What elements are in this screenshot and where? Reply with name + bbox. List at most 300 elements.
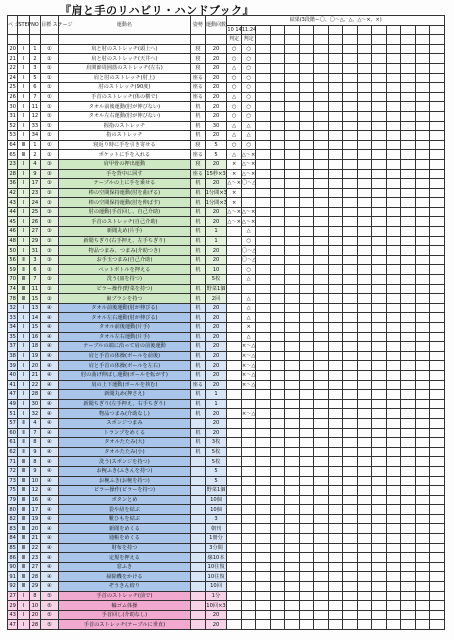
row-empty-cell	[314, 159, 328, 169]
row-empty-cell	[285, 131, 299, 141]
row-empty-cell	[372, 390, 386, 400]
table-row	[8, 294, 445, 304]
row-empty-cell	[430, 505, 445, 515]
row-empty-cell	[299, 92, 313, 102]
row-posture: 机	[191, 313, 205, 323]
row-posture: 机	[191, 198, 205, 208]
row-empty-cell	[372, 102, 386, 112]
row-target: ③	[41, 207, 59, 217]
row-empty-cell	[386, 572, 400, 582]
row-empty-cell	[372, 486, 386, 496]
row-empty-cell	[285, 323, 299, 333]
row-target: ④	[41, 399, 59, 409]
row-empty-cell	[357, 169, 371, 179]
row-empty-cell	[328, 294, 342, 304]
row-empty-cell	[285, 255, 299, 265]
row-empty-cell	[357, 265, 371, 275]
row-posture: 寝	[191, 44, 205, 54]
row-empty-cell	[256, 217, 270, 227]
row-target: ③	[41, 255, 59, 265]
row-empty-cell	[256, 63, 270, 73]
row-result-1: △	[227, 131, 241, 141]
row-result-2: △〜×	[241, 209, 256, 216]
row-empty-cell	[328, 303, 342, 313]
row-posture	[191, 275, 205, 285]
row-stage: Ⅲ	[18, 284, 29, 294]
row-posture: 座る	[191, 92, 205, 102]
row-empty-cell	[357, 313, 371, 323]
row-empty-cell	[357, 399, 371, 409]
table-row	[8, 121, 445, 131]
row-empty-cell	[386, 466, 400, 476]
row-empty-cell	[299, 63, 313, 73]
row-empty-cell	[299, 428, 313, 438]
row-stage: Ⅰ	[18, 227, 29, 237]
row-result-1	[227, 332, 241, 342]
row-empty-cell	[314, 610, 328, 620]
row-page: 41	[9, 381, 16, 388]
row-empty-cell	[256, 409, 270, 419]
row-empty-cell	[357, 121, 371, 131]
row-empty-cell	[372, 342, 386, 352]
row-result-2: △〜×	[241, 218, 256, 225]
row-no: 22	[29, 380, 40, 390]
row-target: ③	[41, 188, 59, 198]
row-empty-cell	[415, 188, 429, 198]
row-empty-cell	[270, 399, 284, 409]
table-row	[8, 198, 445, 208]
row-target: ④	[41, 313, 59, 323]
header-date-2: 11.24	[241, 26, 257, 33]
row-empty-cell	[285, 562, 299, 572]
row-empty-cell	[415, 457, 429, 467]
row-empty-cell	[285, 447, 299, 457]
row-empty-cell	[285, 543, 299, 553]
row-empty-cell	[372, 409, 386, 419]
row-empty-cell	[270, 303, 284, 313]
row-empty-cell	[415, 159, 429, 169]
row-empty-cell	[314, 380, 328, 390]
row-empty-cell	[314, 438, 328, 448]
row-name: 肘の運動(手首回し、自己介助)	[58, 207, 190, 217]
row-empty-cell	[343, 121, 357, 131]
row-empty-cell	[328, 92, 342, 102]
row-empty-cell	[386, 534, 400, 544]
row-empty-cell	[415, 140, 429, 150]
row-no: 9	[29, 466, 40, 476]
row-empty-cell	[430, 63, 445, 73]
row-empty-cell	[299, 495, 313, 505]
row-empty-cell	[386, 447, 400, 457]
row-empty-cell	[415, 198, 429, 208]
row-empty-cell	[256, 351, 270, 361]
row-empty-cell	[401, 54, 415, 64]
row-name: 肩と肘のストレッチ(頭上へ)	[58, 44, 190, 54]
row-empty-cell	[386, 610, 400, 620]
table-row	[8, 255, 445, 265]
row-posture: 机	[191, 179, 205, 189]
row-page: 56	[9, 257, 16, 264]
row-empty-cell	[430, 342, 445, 352]
row-empty-cell	[314, 150, 328, 160]
row-empty-cell	[285, 140, 299, 150]
row-target: ④	[41, 553, 59, 563]
row-empty-cell	[299, 255, 313, 265]
row-empty-cell	[314, 92, 328, 102]
row-count: 15秒×3	[206, 170, 226, 177]
row-empty-cell	[314, 620, 328, 630]
row-empty-cell	[386, 188, 400, 198]
row-empty-cell	[343, 418, 357, 428]
row-name: 手首回し(介助なし)	[58, 610, 190, 620]
row-page: 43	[9, 199, 16, 206]
row-name: 輪ゴム体操	[58, 601, 190, 611]
row-page: 47	[9, 621, 16, 628]
row-result-1: △〜×	[227, 180, 241, 187]
header-stage: STEP	[18, 16, 29, 35]
row-empty-cell	[430, 73, 445, 83]
row-empty-cell	[357, 351, 371, 361]
row-empty-cell	[299, 217, 313, 227]
row-stage: Ⅱ	[18, 428, 29, 438]
row-empty-cell	[328, 610, 342, 620]
row-count: 線10本	[205, 553, 227, 563]
row-empty-cell	[328, 418, 342, 428]
row-empty-cell	[430, 562, 445, 572]
row-no: 33	[29, 121, 40, 131]
row-empty-cell	[328, 54, 342, 64]
row-empty-cell	[343, 284, 357, 294]
row-empty-cell	[372, 601, 386, 611]
row-empty-cell	[386, 524, 400, 534]
row-count: 20	[205, 428, 227, 438]
row-empty-cell	[343, 438, 357, 448]
row-page: 57	[9, 420, 16, 427]
table-row	[8, 332, 445, 342]
row-page: 35	[9, 333, 16, 340]
row-empty-cell	[386, 275, 400, 285]
row-empty-cell	[401, 217, 415, 227]
row-empty-cell	[343, 486, 357, 496]
row-posture: 机	[191, 370, 205, 380]
row-empty-cell	[372, 198, 386, 208]
row-empty-cell	[299, 505, 313, 515]
row-empty-cell	[299, 169, 313, 179]
row-empty-cell	[285, 505, 299, 515]
row-result-1	[227, 342, 241, 352]
row-empty-cell	[256, 543, 270, 553]
row-target: ①	[41, 111, 59, 121]
row-count: 20	[205, 620, 227, 630]
row-empty-cell	[343, 294, 357, 304]
row-empty-cell	[328, 102, 342, 112]
row-empty-cell	[372, 121, 386, 131]
row-empty-cell	[430, 447, 445, 457]
row-empty-cell	[386, 63, 400, 73]
row-result-2	[241, 514, 255, 524]
row-name: 手首のストレッチ(テーブルに垂直)	[58, 620, 190, 630]
row-empty-cell	[372, 227, 386, 237]
row-empty-cell	[285, 150, 299, 160]
row-empty-cell	[386, 438, 400, 448]
table-row	[8, 323, 445, 333]
row-empty-cell	[314, 323, 328, 333]
row-empty-cell	[285, 73, 299, 83]
row-result-1: △	[227, 63, 241, 73]
row-stage: Ⅰ	[18, 601, 29, 611]
row-empty-cell	[314, 332, 328, 342]
row-empty-cell	[314, 179, 328, 189]
row-result-1	[227, 399, 241, 409]
row-empty-cell	[415, 447, 429, 457]
row-result-1: ×	[227, 159, 241, 169]
row-empty-cell	[299, 265, 313, 275]
row-empty-cell	[299, 188, 313, 198]
row-posture: 机	[191, 351, 205, 361]
row-count: 20	[205, 111, 227, 121]
row-empty-cell	[270, 370, 284, 380]
row-empty-cell	[372, 246, 386, 256]
row-name: タオル前後運動(片手)	[58, 323, 190, 333]
row-empty-cell	[357, 582, 371, 592]
table-row	[8, 179, 445, 189]
row-page: 26	[9, 94, 16, 101]
row-posture: 机	[191, 447, 205, 457]
row-empty-cell	[285, 332, 299, 342]
row-result-2: 〇〜△	[241, 247, 257, 254]
row-stage: Ⅰ	[18, 313, 29, 323]
row-empty-cell	[415, 418, 429, 428]
row-empty-cell	[285, 534, 299, 544]
row-posture: 座る	[191, 380, 205, 390]
row-empty-cell	[314, 572, 328, 582]
row-empty-cell	[415, 534, 429, 544]
row-page: 53	[9, 132, 16, 139]
row-result-2	[241, 543, 255, 553]
row-empty-cell	[256, 131, 270, 141]
row-empty-cell	[314, 131, 328, 141]
row-count: 20	[205, 342, 227, 352]
row-name: 洗う(スポンジを持つ)	[58, 457, 190, 467]
table-row	[8, 73, 445, 83]
row-empty-cell	[299, 601, 313, 611]
row-posture: 机	[191, 399, 205, 409]
row-result-1	[227, 572, 241, 582]
row-empty-cell	[415, 524, 429, 534]
row-target: ④	[41, 409, 59, 419]
row-result-1	[227, 284, 241, 294]
row-empty-cell	[299, 102, 313, 112]
row-empty-cell	[401, 169, 415, 179]
row-count: 10往復	[205, 572, 227, 582]
row-empty-cell	[343, 140, 357, 150]
row-empty-cell	[256, 582, 270, 592]
row-empty-cell	[401, 447, 415, 457]
table-row	[8, 591, 445, 601]
row-stage: Ⅰ	[18, 102, 29, 112]
row-target: ③	[41, 198, 59, 208]
row-stage: Ⅲ	[18, 140, 29, 150]
row-empty-cell	[415, 428, 429, 438]
row-posture: 机	[191, 131, 205, 141]
row-no: 6	[29, 265, 40, 275]
row-empty-cell	[372, 131, 386, 141]
table-row	[8, 438, 445, 448]
row-empty-cell	[314, 495, 328, 505]
row-empty-cell	[343, 553, 357, 563]
row-target: ③	[41, 294, 59, 304]
row-name: ぞうきん絞り	[58, 582, 190, 592]
row-no: 21	[29, 370, 40, 380]
row-empty-cell	[372, 73, 386, 83]
row-count: 1	[205, 399, 227, 409]
row-name: 指のストレッチ	[58, 131, 190, 141]
row-result-2	[241, 390, 255, 400]
row-result-2	[241, 457, 255, 467]
row-empty-cell	[430, 188, 445, 198]
row-empty-cell	[372, 610, 386, 620]
row-empty-cell	[386, 399, 400, 409]
row-empty-cell	[430, 495, 445, 505]
row-empty-cell	[386, 198, 400, 208]
table-row	[8, 102, 445, 112]
row-empty-cell	[372, 351, 386, 361]
row-empty-cell	[285, 495, 299, 505]
row-empty-cell	[415, 543, 429, 553]
row-empty-cell	[256, 159, 270, 169]
row-count: 1分間×3	[205, 189, 227, 196]
row-empty-cell	[314, 227, 328, 237]
row-name: 物品つまみ(介助なし)	[58, 409, 190, 419]
row-empty-cell	[299, 447, 313, 457]
row-empty-cell	[415, 54, 429, 64]
row-empty-cell	[372, 457, 386, 467]
row-empty-cell	[386, 255, 400, 265]
row-target: ④	[41, 582, 59, 592]
row-empty-cell	[314, 217, 328, 227]
row-empty-cell	[285, 188, 299, 198]
row-empty-cell	[372, 54, 386, 64]
row-page: 73	[9, 477, 16, 484]
row-result-2	[241, 495, 255, 505]
row-empty-cell	[415, 323, 429, 333]
row-result-1	[227, 457, 241, 467]
row-empty-cell	[328, 447, 342, 457]
row-empty-cell	[386, 620, 400, 630]
row-empty-cell	[401, 275, 415, 285]
row-empty-cell	[401, 399, 415, 409]
row-empty-cell	[270, 466, 284, 476]
row-empty-cell	[328, 44, 342, 54]
row-stage: Ⅲ	[18, 486, 29, 496]
row-empty-cell	[372, 332, 386, 342]
row-result-1	[227, 428, 241, 438]
row-empty-cell	[430, 466, 445, 476]
row-empty-cell	[386, 553, 400, 563]
row-result-2: ○	[241, 73, 255, 83]
table-row	[8, 610, 445, 620]
row-empty-cell	[415, 505, 429, 515]
row-result-1: △	[227, 150, 241, 160]
row-empty-cell	[299, 73, 313, 83]
row-empty-cell	[328, 227, 342, 237]
row-empty-cell	[256, 140, 270, 150]
row-empty-cell	[328, 323, 342, 333]
row-empty-cell	[314, 102, 328, 112]
row-empty-cell	[430, 428, 445, 438]
row-stage: Ⅰ	[18, 342, 29, 352]
row-stage: Ⅱ	[18, 255, 29, 265]
row-empty-cell	[357, 188, 371, 198]
row-empty-cell	[256, 294, 270, 304]
row-target: ①	[41, 131, 59, 141]
row-stage: Ⅰ	[18, 73, 29, 83]
row-no: 31	[29, 246, 40, 256]
table-row	[8, 159, 445, 169]
row-page: 62	[9, 449, 16, 456]
row-name: 靴ひもを結ぶ	[58, 514, 190, 524]
row-page: 86	[9, 554, 16, 561]
row-empty-cell	[314, 476, 328, 486]
row-empty-cell	[314, 534, 328, 544]
row-empty-cell	[328, 140, 342, 150]
row-count: 20	[205, 323, 227, 333]
row-count: 20	[205, 380, 227, 390]
row-result-2: ○	[241, 265, 255, 275]
row-empty-cell	[285, 159, 299, 169]
row-empty-cell	[430, 102, 445, 112]
row-empty-cell	[328, 524, 342, 534]
row-empty-cell	[285, 466, 299, 476]
row-no: 19	[29, 514, 40, 524]
row-empty-cell	[299, 131, 313, 141]
row-result-2: △〜×	[241, 161, 256, 168]
row-page: 49	[9, 401, 16, 408]
row-empty-cell	[386, 179, 400, 189]
row-empty-cell	[285, 102, 299, 112]
row-posture: 机	[191, 246, 205, 256]
row-empty-cell	[343, 159, 357, 169]
row-empty-cell	[430, 169, 445, 179]
row-empty-cell	[343, 543, 357, 553]
row-result-1	[227, 486, 241, 496]
row-no: 24	[29, 198, 40, 208]
row-count: 20	[205, 54, 227, 64]
row-name: お椀ふき(ふきんを持つ)	[58, 466, 190, 476]
row-empty-cell	[270, 159, 284, 169]
row-empty-cell	[357, 534, 371, 544]
row-page: 22	[9, 65, 16, 72]
row-empty-cell	[357, 131, 371, 141]
row-empty-cell	[386, 150, 400, 160]
row-posture: 机	[191, 207, 205, 217]
row-empty-cell	[328, 83, 342, 93]
row-stage: Ⅲ	[18, 275, 29, 285]
row-target: ④	[41, 370, 59, 380]
row-empty-cell	[386, 111, 400, 121]
table-row	[8, 380, 445, 390]
table-row	[8, 265, 445, 275]
row-empty-cell	[256, 361, 270, 371]
row-empty-cell	[401, 418, 415, 428]
row-empty-cell	[401, 83, 415, 93]
row-page: 59	[9, 266, 16, 273]
row-target: ④	[41, 447, 59, 457]
row-result-1	[227, 534, 241, 544]
row-target: ④	[41, 562, 59, 572]
table-row	[8, 313, 445, 323]
row-empty-cell	[285, 217, 299, 227]
